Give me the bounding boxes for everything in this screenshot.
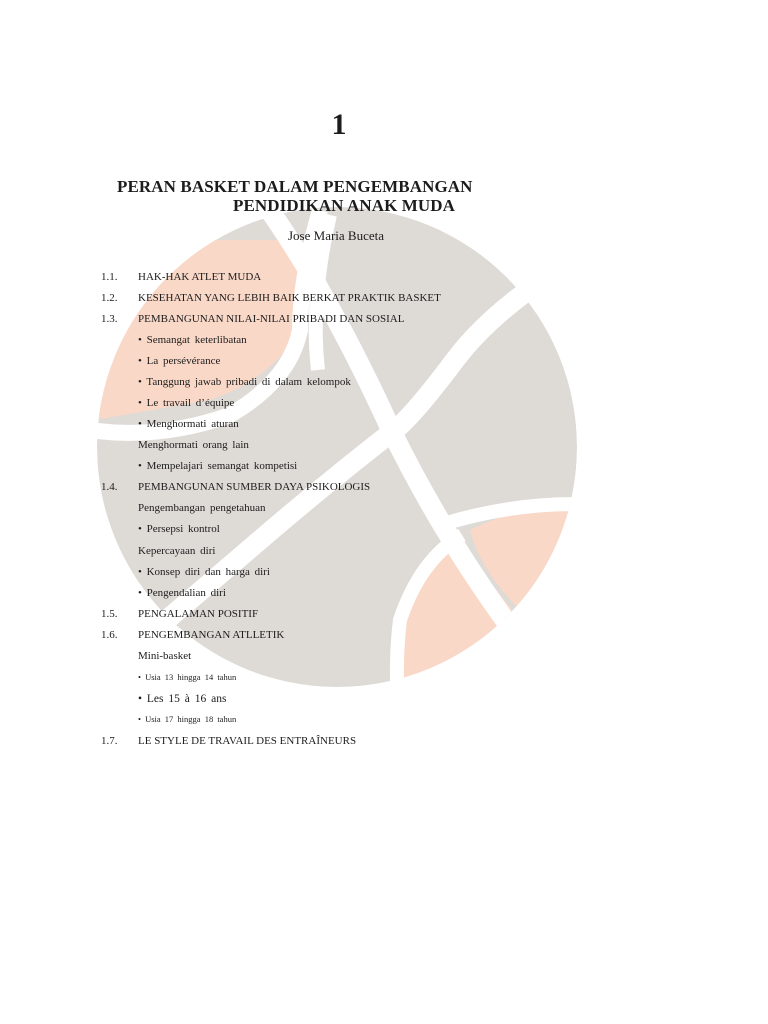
toc-heading: PEMBANGUNAN NILAI-NILAI PRIBADI DAN SOSIAL <box>138 313 405 325</box>
toc-number: 1.5. <box>101 608 118 620</box>
toc-subitem: • Les 15 à 16 ans <box>138 693 227 705</box>
chapter-title-line-1: PERAN BASKET DALAM PENGEMBANGAN <box>117 177 473 196</box>
toc-number: 1.6. <box>101 629 118 641</box>
toc-number: 1.2. <box>101 292 118 304</box>
toc-heading: LE STYLE DE TRAVAIL DES ENTRAÎNEURS <box>138 735 357 747</box>
author-name: Jose Maria Buceta <box>288 228 385 243</box>
toc-subitem: • Persepsi kontrol <box>138 523 220 535</box>
toc-number: 1.3. <box>101 313 118 325</box>
toc-subitem: • La persévérance <box>138 355 221 367</box>
chapter-title-line-2: PENDIDIKAN ANAK MUDA <box>233 196 456 215</box>
toc-heading: KESEHATAN YANG LEBIH BAIK BERKAT PRAKTIK BASKET <box>138 292 441 304</box>
toc-subitem: Kepercayaan diri <box>138 545 216 557</box>
toc-subitem: Pengembangan pengetahuan <box>138 502 266 514</box>
toc-subitem: • Semangat keterlibatan <box>138 334 247 346</box>
toc-subitem: • Menghormati aturan <box>138 418 239 430</box>
toc-subitem: Menghormati orang lain <box>138 439 249 451</box>
toc-subitem: • Usia 17 hingga 18 tahun <box>138 714 237 724</box>
toc-number: 1.7. <box>101 735 118 747</box>
toc-heading: PENGEMBANGAN ATLLETIK <box>138 629 285 641</box>
toc-heading: HAK-HAK ATLET MUDA <box>138 271 262 283</box>
toc-subitem: • Konsep diri dan harga diri <box>138 566 270 578</box>
toc-heading: PENGALAMAN POSITIF <box>138 608 259 620</box>
toc-subitem: • Pengendalian diri <box>138 587 226 599</box>
toc-subitem: • Usia 13 hingga 14 tahun <box>138 672 237 682</box>
toc-subitem: • Le travail d’équipe <box>138 397 235 409</box>
chapter-number: 1 <box>331 108 347 141</box>
toc-subitem: • Mempelajari semangat kompetisi <box>138 460 298 472</box>
toc-subitem: Mini-basket <box>138 650 192 662</box>
toc-number: 1.4. <box>101 481 118 493</box>
toc-number: 1.1. <box>101 271 118 283</box>
toc-subitem: • Tanggung jawab pribadi di dalam kelompok <box>138 376 351 388</box>
toc-heading: PEMBANGUNAN SUMBER DAYA PSIKOLOGIS <box>138 481 371 493</box>
